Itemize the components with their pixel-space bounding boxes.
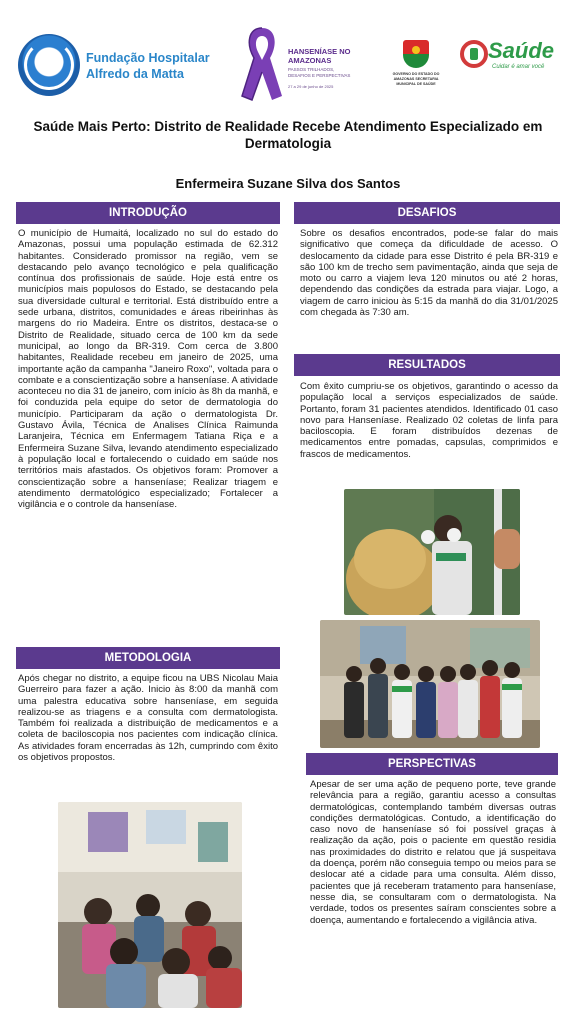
photo-exam bbox=[344, 489, 520, 615]
section-heading-introducao: INTRODUÇÃO bbox=[16, 202, 280, 224]
campaign-title: HANSENÍASE NO AMAZONAS bbox=[288, 47, 351, 65]
saude-logo bbox=[460, 36, 560, 78]
section-heading-desafios: DESAFIOS bbox=[294, 202, 560, 224]
fhadm-name: Fundação Hospitalar Alfredo da Matta bbox=[86, 51, 210, 81]
section-text-introducao: O município de Humaitá, localizado no sul do estado do Amazonas, possui uma população estimada de 62.312 habitantes. Considerado promissor na região, vem se destacando pelo avanço tecnológico e pela qualificação contínua dos profissionais de saúde. Hoje está entre os municípios mais populosos do Estado, se destacando pela sua diversidade cultural e territorial. Está distribuído entre a sede urbana, distritos, comunidades e áreas ribeirinhas às margens do rio Madeira. Entre os distritos, destaca-se o Distrito de Realidade, situado cerca de 100 km da sede municipal, ao longo da BR-319. Com cerca de 3.800 habitantes, Realidade recebeu em janeiro de 2025, uma importante ação da campanha "Janeiro Roxo", voltada para o combate e a conscientização sobre a hanseníase. A atividade aconteceu no dia 31 de janeiro, com início às 8h da manhã, e foi conduzida pela equipe do setor de dermatologia do município. Participaram da ação o dermatologista Dr. Gustavo Ávila, Técnica de Analises Clínica Raimunda Laranjeira, Técnica em Enfermagem Tatiana Riça e a Enfermeira Suzane Silva, levando atendimento especializado à população local e fortalecendo o cuidado em saúde nos territórios mais afastados. Os objetivos foram: Promover a conscientização sobre a hanseníase; Realizar triagem e atendimento dermatológico especializado; Fortalecer a vigilância e o controle da hanseníase. bbox=[18, 228, 278, 511]
campaign-date: 27 a 29 de junho de 2025 bbox=[288, 84, 334, 89]
section-text-desafios: Sobre os desafios encontrados, pode-se falar do mais significativo que começa da dificuldade de acesso. O deslocamento da cidade para esse Distrito é pela BR-319 e são 100 km de trecho sem pavimentação, ainda que seja de moto ou carro a viajem leva 120 minutos ou até 2 horas, dependendo das condições da estrada para viajar. Logo, a viagem de carro iniciou às 5:15 da manhã do dia 31/01/2025 com chegada às 7:30 am. bbox=[300, 228, 558, 319]
photo-lecture bbox=[58, 802, 242, 1008]
coat-of-arms-icon bbox=[403, 40, 429, 68]
campaign-subtitle: PASSOS TRILHADOS, DESAFIOS E PERSPECTIVAS bbox=[288, 67, 351, 78]
government-logo bbox=[385, 40, 447, 100]
saude-tagline: Cuidar é amar você bbox=[492, 64, 545, 70]
poster-title: Saúde Mais Perto: Distrito de Realidade Recebe Atendimento Especializado em Dermatologia bbox=[33, 119, 543, 151]
section-heading-perspectivas: PERSPECTIVAS bbox=[306, 753, 558, 775]
saude-word: Saúde bbox=[488, 38, 555, 63]
section-heading-resultados: RESULTADOS bbox=[294, 354, 560, 376]
section-text-perspectivas: Apesar de ser uma ação de pequeno porte, teve grande relevância para a região, garantiu acesso a consultas dermatológicas, contemplando também diversas outras condições dermatológicas. Contudo, a identificação do caso novo de hanseníase só foi possível graças à realização da ação, pois o paciente em questão residia nas proximidades do distrito e relatou que já suspeitava da doença, porém não conseguia tempo ou meios para se deslocar até a cidade para uma consulta. Além disso, pacientes que já receberam tratamento para hanseníase, nesse dia, se consultaram com o dermatologista. Na verdade, todos os presentes saíram conscientes sobre a doença, aumentando e fortalecendo a vigilância ativa. bbox=[310, 779, 556, 926]
section-text-metodologia: Após chegar no distrito, a equipe ficou na UBS Nicolau Maia Guerreiro para fazer a ação. Inicio às 8:00 da manhã com uma palestra educativa sobre hanseníase, em seguida realizou-se as triagens e a consulta com dermatologista. Também foi realizada a distribuição de medicamentos e a coleta de baciloscopia nos pacientes com indicação clínica. As atividades foram encerradas às 12h, cumprindo com êxito os objetivos propostos. bbox=[18, 673, 278, 764]
poster-author: Enfermeira Suzane Silva dos Santos bbox=[175, 176, 401, 191]
section-text-resultados: Com êxito cumpriu-se os objetivos, garantindo o acesso da população local a serviços especializados de saúde. Portanto, foram 31 pacientes atendidos. Identificado 01 caso novo para Hanseníase. Realizado 02 coletas de linfa para baciloscopia. E foram distribuídos dezenas de medicamentos entre pomadas, capsulas, comprimidos e frascos de medicamentos. bbox=[300, 381, 558, 460]
poster-header bbox=[0, 0, 576, 108]
photo-team bbox=[320, 620, 540, 748]
government-text: GOVERNO DO ESTADO DO AMAZONAS SECRETARIA MUNICIPAL DE SAÚDE bbox=[392, 72, 440, 86]
section-heading-metodologia: METODOLOGIA bbox=[16, 647, 280, 669]
campaign-logo bbox=[236, 22, 356, 104]
heart-icon bbox=[460, 40, 488, 68]
fhadm-logo bbox=[18, 34, 80, 96]
